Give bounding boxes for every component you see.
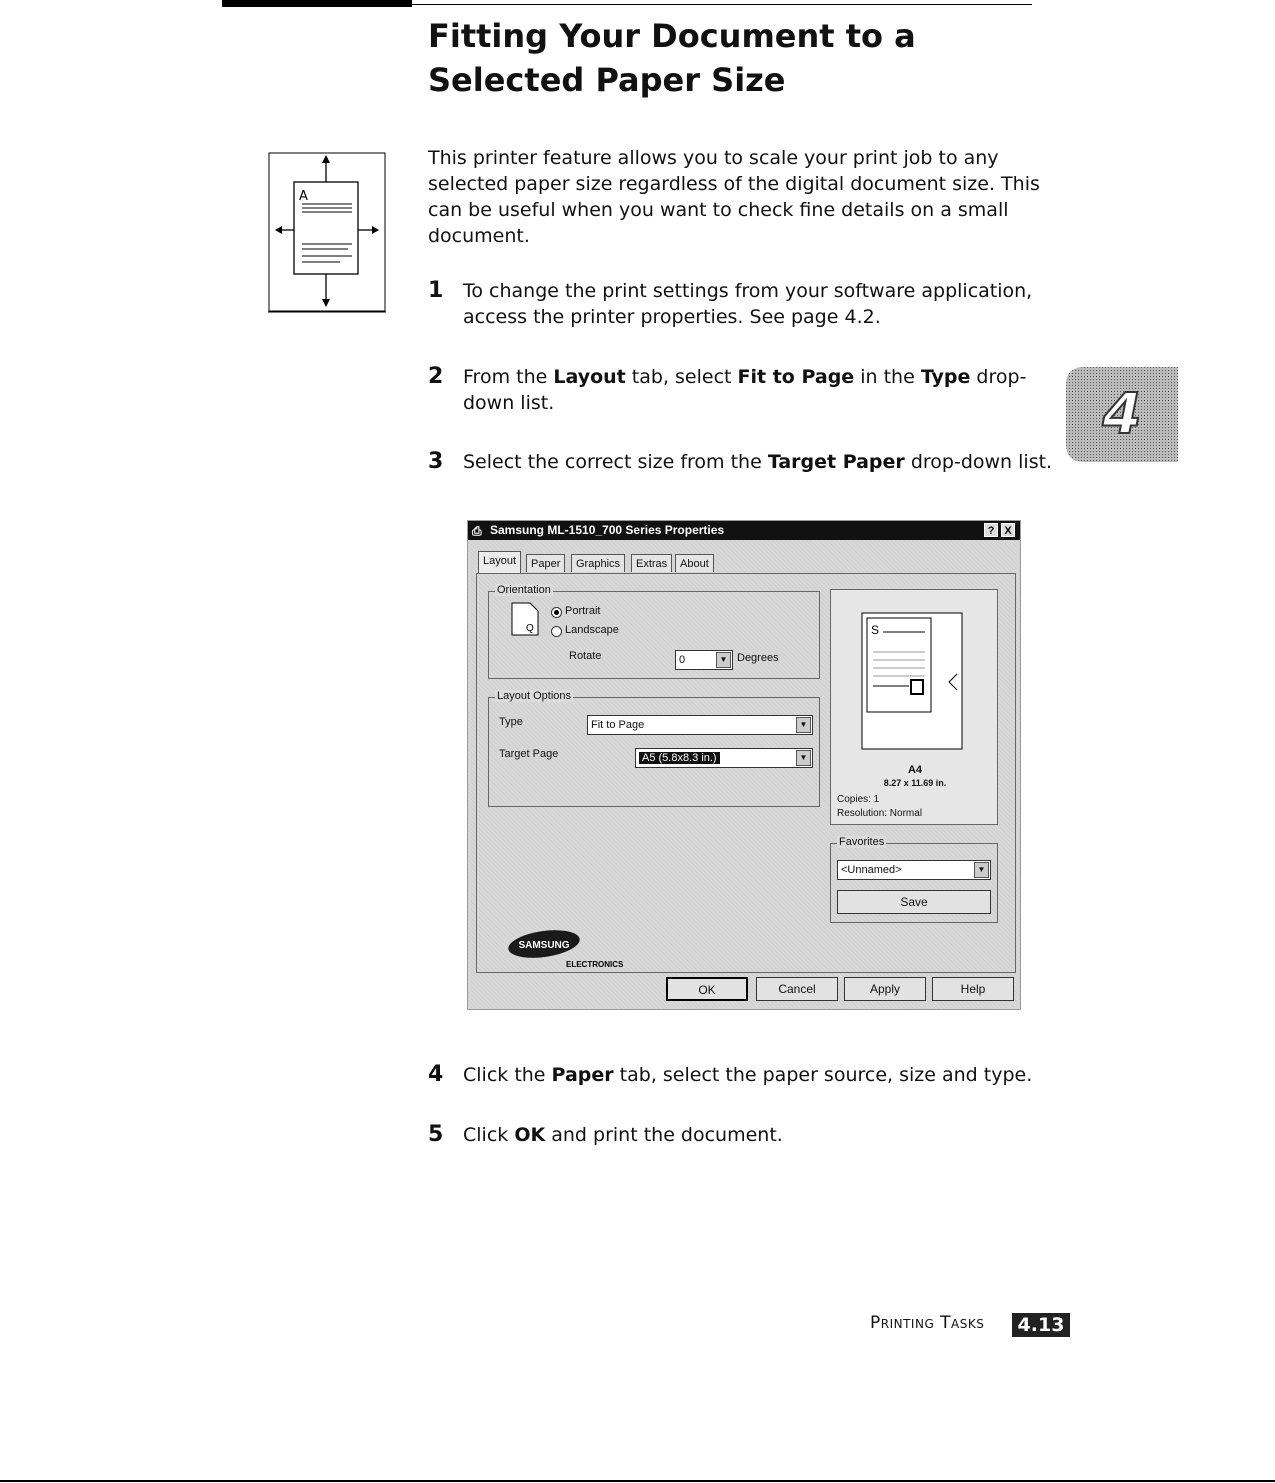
layout-options-group [488,690,820,807]
chevron-down-icon: ▼ [974,862,989,878]
samsung-logo [506,925,636,969]
step-number: 2 [428,364,444,389]
help-button[interactable]: Help [932,977,1014,1001]
preview-copies: Copies: 1 [837,794,880,805]
step-number: 5 [428,1122,444,1147]
target-page-label: Target Page [499,748,559,760]
tab-paper[interactable]: Paper [526,554,565,572]
cancel-button[interactable]: Cancel [756,977,838,1001]
target-page-value: A5 (5.8x8.3 in.) [639,752,720,764]
page-preview-image [861,612,971,752]
orientation-group [488,584,820,679]
step-number: 1 [428,278,444,303]
portrait-label: Portrait [565,605,601,617]
type-select[interactable] [587,715,813,735]
target-page-select[interactable] [635,748,813,768]
step-text: Select the correct size from the Target Paper drop-down list. [463,451,1053,473]
step-text: To change the print settings from your software application, access the printer properties. See page 4.2. [463,280,1033,328]
favorites-select[interactable] [837,860,991,880]
svg-text:Q: Q [526,623,534,634]
rotate-label: Rotate [569,650,602,662]
type-value: Fit to Page [591,719,645,731]
chevron-down-icon: ▼ [796,717,811,733]
step-number: 3 [428,449,444,474]
portrait-radio[interactable] [551,607,562,618]
favorites-group [830,836,998,923]
preview-resolution: Resolution: Normal [837,808,923,819]
step-number: 4 [428,1062,444,1087]
rotate-select[interactable] [675,650,733,670]
rotate-value: 0 [679,654,686,666]
chevron-down-icon: ▼ [716,652,731,668]
preview-paper-size: A4 [907,764,923,776]
tab-extras[interactable]: Extras [631,554,672,572]
tab-graphics[interactable]: Graphics [571,554,625,572]
logo-sub: ELECTRONICS [566,960,624,969]
ok-button[interactable]: OK [666,977,748,1001]
help-question-button[interactable]: ? [984,523,998,537]
logo-brand: SAMSUNG [518,940,570,951]
tab-layout[interactable]: Layout [478,551,521,573]
preview-dimensions: 8.27 x 11.69 in. [883,778,947,788]
header-rule-thick [222,0,412,7]
close-button[interactable]: X [1001,523,1015,537]
landscape-radio[interactable] [551,626,562,637]
scale-illustration [268,152,388,314]
illustration-letter: A [299,189,308,204]
step-text: Click the Paper tab, select the paper source, size and type. [463,1064,1033,1086]
preview-panel [830,589,998,825]
dialog-title: Samsung ML-1510_700 Series Properties [490,523,725,537]
step-text: From the Layout tab, select Fit to Page in the Type drop-down list. [463,366,1027,414]
step-text: Click OK and print the document. [463,1124,783,1146]
favorites-value: <Unnamed> [841,864,902,876]
chapter-number: 4 [1102,382,1142,447]
printer-icon: ⎙ [472,524,482,538]
footer-section-text: Printing Tasks [870,1313,985,1333]
tab-about[interactable]: About [675,554,714,572]
chevron-down-icon: ▼ [796,750,811,766]
apply-button[interactable]: Apply [844,977,926,1001]
header-rule-thin [412,4,1032,5]
layout-options-title: Layout Options [497,690,571,702]
intro-paragraph: This printer feature allows you to scale your print job to any selected paper size regardless of the digital document size. This can be useful when you want to check fine details on a small document. [428,147,1040,247]
portrait-page-icon [511,602,539,636]
landscape-label: Landscape [565,624,619,636]
save-button[interactable]: Save [837,890,991,914]
orientation-title: Orientation [497,584,551,596]
type-label: Type [499,716,523,728]
favorites-title: Favorites [839,836,885,848]
footer-section-label [870,1313,984,1333]
footer-rule [0,1480,1275,1482]
degrees-label: Degrees [737,652,779,664]
svg-text:S: S [871,623,880,637]
properties-dialog [467,520,1021,1010]
chapter-tab [1066,367,1178,462]
page-title: Fitting Your Document to a Selected Paper Size [428,17,916,99]
footer-page-number: 4.13 [1012,1313,1070,1337]
dialog-titlebar [468,521,1020,540]
